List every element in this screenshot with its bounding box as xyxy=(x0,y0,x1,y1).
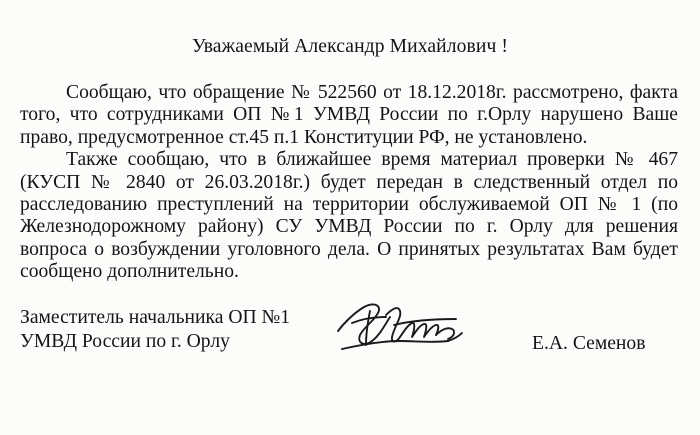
letter-body xyxy=(20,82,678,284)
signer-title xyxy=(20,307,340,356)
paragraph-1-line: Сообщаю, что обращение № 522560 от 18.12.2018г. рассмотрено, факта xyxy=(66,82,678,103)
paragraph-2 xyxy=(20,149,678,283)
signature-stroke xyxy=(366,311,370,345)
signature-stroke xyxy=(338,305,390,344)
paragraph-1-line: того, что сотрудниками ОП №1 УМВД России по г.Орлу нарушено Ваше xyxy=(20,104,678,126)
paragraph-2-line: расследованию преступлений на территории обслуживаемой ОП № 1 (по xyxy=(20,193,678,215)
salutation: Уважаемый Александр Михайлович ! xyxy=(191,36,509,57)
paragraph-2-line: (КУСП № 2840 от 26.03.2018г.) будет передан в следственный отдел по xyxy=(20,171,678,193)
paragraph-2-line: Железнодорожному району) СУ УМВД России по г. Орлу для решения xyxy=(20,216,678,238)
signer-title-line: УМВД России по г. Орлу xyxy=(20,331,230,353)
paragraph-2-line: Также сообщаю, что в ближайшее время материал проверки № 467 xyxy=(66,149,678,171)
paragraph-1-line: право, предусмотренное ст.45 п.1 Конституции РФ, не установлено. xyxy=(20,126,588,148)
paragraph-1 xyxy=(20,82,678,149)
paragraph-2-line: вопроса о возбуждении уголовного дела. О принятых результатах Вам будет xyxy=(20,238,678,260)
handwritten-signature xyxy=(330,293,470,369)
paragraph-2-line: сообщено дополнительно. xyxy=(20,261,239,283)
signer-name: Е.А. Семенов xyxy=(532,333,646,354)
signer-title-line: Заместитель начальника ОП №1 xyxy=(20,307,291,328)
